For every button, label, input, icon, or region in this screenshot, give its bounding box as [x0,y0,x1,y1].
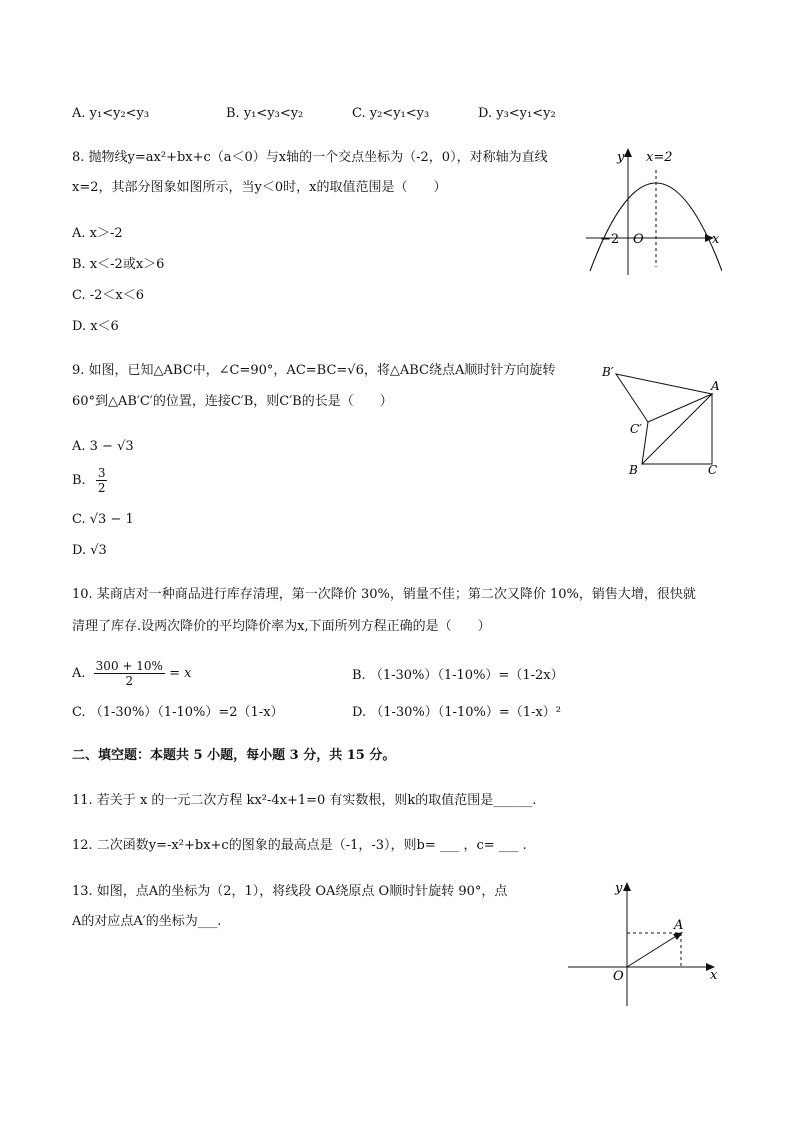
q8-stem-line2: x=2，其部分图象如图所示，当y＜0时，x的取值范围是（ ） [72,180,447,195]
q8-y-arrow-icon [624,148,632,157]
q8-origin-label: O [633,232,644,247]
q9-stem-line2: 60°到△AB′C′的位置，连接C′B，则C′B的长是（ ） [72,394,393,409]
q9-triangle-figure [598,358,728,478]
q9-label-b: B [629,463,638,477]
q13-stem-line2: A的对应点A′的坐标为___. [72,914,222,929]
q13-segment-oa [627,933,681,967]
q9-option-b-prefix: B. [72,473,86,488]
q10-option-b: B. （1-30%）（1-10%）=（1-2x） [352,668,564,683]
q9-option-b-numerator: 3 [97,466,106,480]
q10-option-a-numerator: 300 + 10% [95,659,163,673]
q9-label-a: A [711,379,720,393]
q9-option-b-fraction [96,466,108,495]
q13-point-label: A [674,918,684,933]
q10-option-c: C. （1-30%）（1-10%）=2（1-x） [72,705,284,720]
q8-option-b: B. x＜-2或x＞6 [72,257,165,272]
q9-label-b-prime: B′ [602,365,614,379]
q7-option-c: C. y₂<y₁<y₃ [352,106,430,121]
section-2-heading: 二、填空题：本题共 5 小题，每小题 3 分，共 15 分。 [72,748,396,763]
q9-option-b-denominator: 2 [97,481,106,495]
q9-stem-line1: 9. 如图，已知△ABC中，∠C=90°，AC=BC=√6，将△ABC绕点A顺时针方向旋转 [72,363,556,378]
q10-option-d: D. （1-30%）（1-10%）=（1-x）² [352,705,561,720]
q7-option-d: D. y₃<y₁<y₂ [478,106,556,121]
q10-stem-line1: 10. 某商店对一种商品进行库存清理，第一次降价 30%，销量不佳；第二次又降价 10%，销售大增，很快就 [72,587,696,602]
q12-stem: 12. 二次函数y=-x²+bx+c的图象的最高点是（-1，-3），则b= ___ ，c= ___ . [72,838,527,853]
q11-stem: 11. 若关于 x 的一元二次方程 kx²-4x+1=0 有实数根，则k的取值范围是______. [72,793,537,808]
q8-option-a: A. x＞-2 [72,226,123,241]
q13-x-label: x [710,968,718,983]
q8-axis-label: x=2 [646,150,673,165]
q9-option-a: A. 3 − √3 [72,439,134,454]
q8-parabola-figure [582,145,722,280]
q8-option-c: C. -2＜x＜6 [72,288,145,303]
q13-coordinate-figure [564,876,724,1011]
q13-y-arrow-icon [623,882,631,891]
q8-y-label: y [617,150,625,165]
q9-triangle-ab-prime-c-prime [616,374,712,422]
q10-option-a-rhs: = x [169,666,192,681]
q13-y-label: y [615,881,623,896]
q8-stem-line1: 8. 抛物线y=ax²+bx+c（a＜0）与x轴的一个交点坐标为（-2，0），对称轴为直线 [72,150,548,165]
q9-triangle-abc [642,394,712,464]
q13-stem-line1: 13. 如图，点A的坐标为（2，1），将线段 OA绕原点 O顺时针旋转 90°，点 [72,884,508,899]
q10-option-a-prefix: A. [72,666,86,681]
q8-point-label: −2 [600,232,620,247]
q10-stem-line2: 清理了库存.设两次降价的平均降价率为x,下面所列方程正确的是（ ） [72,619,491,634]
q9-option-d: D. √3 [72,543,107,558]
q9-option-b [72,466,107,495]
q9-label-c-prime: C′ [630,422,642,436]
q9-label-c: C [708,463,718,477]
q9-segment-c-prime-b [642,422,648,464]
q10-option-a-fraction [94,659,165,688]
q9-option-c: C. √3 − 1 [72,512,134,527]
q10-option-a [72,659,191,688]
q10-option-a-denominator: 2 [125,674,134,688]
q8-x-label: x [712,232,720,247]
q7-option-b: B. y₁<y₃<y₂ [226,106,304,121]
q7-option-a: A. y₁<y₂<y₃ [72,106,150,121]
q13-origin-label: O [613,969,624,984]
q8-option-d: D. x＜6 [72,319,119,334]
